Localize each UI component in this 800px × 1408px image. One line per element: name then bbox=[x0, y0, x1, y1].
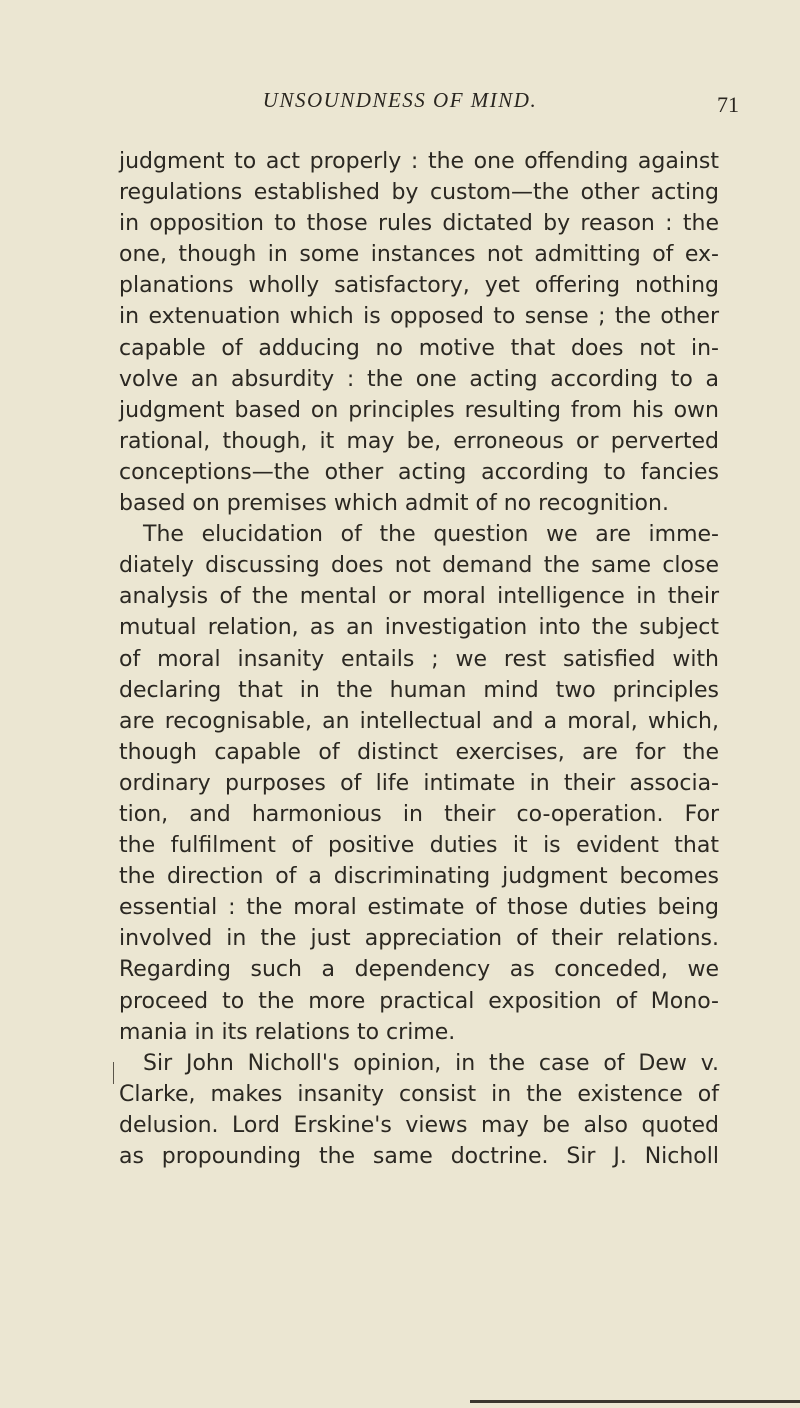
text-line: Regarding such a dependency as conceded, we bbox=[119, 957, 719, 983]
text-line: of moral insanity entails ; we rest satisfied with bbox=[119, 646, 719, 672]
margin-mark bbox=[113, 1062, 114, 1084]
text-line: though capable of distinct exercises, are for the bbox=[119, 739, 719, 765]
text-line: essential : the moral estimate of those duties being bbox=[119, 895, 719, 921]
text-line: Sir John Nicholl's opinion, in the case of Dew v. bbox=[143, 1050, 719, 1076]
text-line: diately discussing does not demand the same close bbox=[119, 553, 719, 579]
text-line: tion, and harmonious in their co-operation. For bbox=[119, 801, 719, 827]
text-line: delusion. Lord Erskine's views may be also quoted bbox=[119, 1112, 719, 1138]
text-line: mutual relation, as an investigation into the subject bbox=[119, 615, 719, 641]
text-line: the fulfilment of positive duties it is evident that bbox=[119, 833, 719, 859]
text-line: Clarke, makes insanity consist in the existence of bbox=[119, 1081, 719, 1107]
text-line: mania in its relations to crime. bbox=[119, 1019, 456, 1045]
text-line: judgment to act properly : the one offending against bbox=[119, 149, 719, 174]
text-line: conceptions—the other acting according to fancies bbox=[119, 459, 719, 485]
text-line: The elucidation of the question we are imme- bbox=[143, 522, 719, 548]
text-line: capable of adducing no motive that does not in- bbox=[119, 335, 719, 361]
text-line: as propounding the same doctrine. Sir J. Nicholl bbox=[119, 1144, 719, 1169]
text-line: declaring that in the human mind two principles bbox=[119, 677, 719, 703]
text-line: judgment based on principles resulting from his own bbox=[119, 397, 719, 423]
text-line: the direction of a discriminating judgment becomes bbox=[119, 864, 719, 890]
page-number: 71 bbox=[717, 92, 739, 117]
text-line: rational, though, it may be, erroneous or perverted bbox=[119, 428, 719, 454]
text-line: planations wholly satisfactory, yet offering nothing bbox=[119, 273, 719, 299]
body-text bbox=[119, 146, 719, 1172]
text-line: are recognisable, an intellectual and a moral, which, bbox=[119, 708, 719, 734]
text-line: volve an absurdity : the one acting according to a bbox=[119, 366, 719, 392]
text-line: one, though in some instances not admitting of ex- bbox=[119, 242, 719, 268]
text-line: analysis of the mental or moral intelligence in their bbox=[119, 584, 719, 610]
text-line: in opposition to those rules dictated by reason : the bbox=[119, 211, 719, 237]
text-line: in extenuation which is opposed to sense ; the other bbox=[119, 304, 719, 330]
text-line: based on premises which admit of no recognition. bbox=[119, 491, 669, 517]
bottom-edge-shadow bbox=[470, 1400, 800, 1403]
text-line: ordinary purposes of life intimate in their associa- bbox=[119, 770, 719, 796]
text-line: involved in the just appreciation of their relations. bbox=[119, 926, 719, 952]
running-head: UNSOUNDNESS OF MIND. bbox=[262, 88, 538, 112]
text-line: proceed to the more practical exposition of Mono- bbox=[119, 988, 719, 1014]
text-line: regulations established by custom—the other acting bbox=[119, 180, 719, 206]
